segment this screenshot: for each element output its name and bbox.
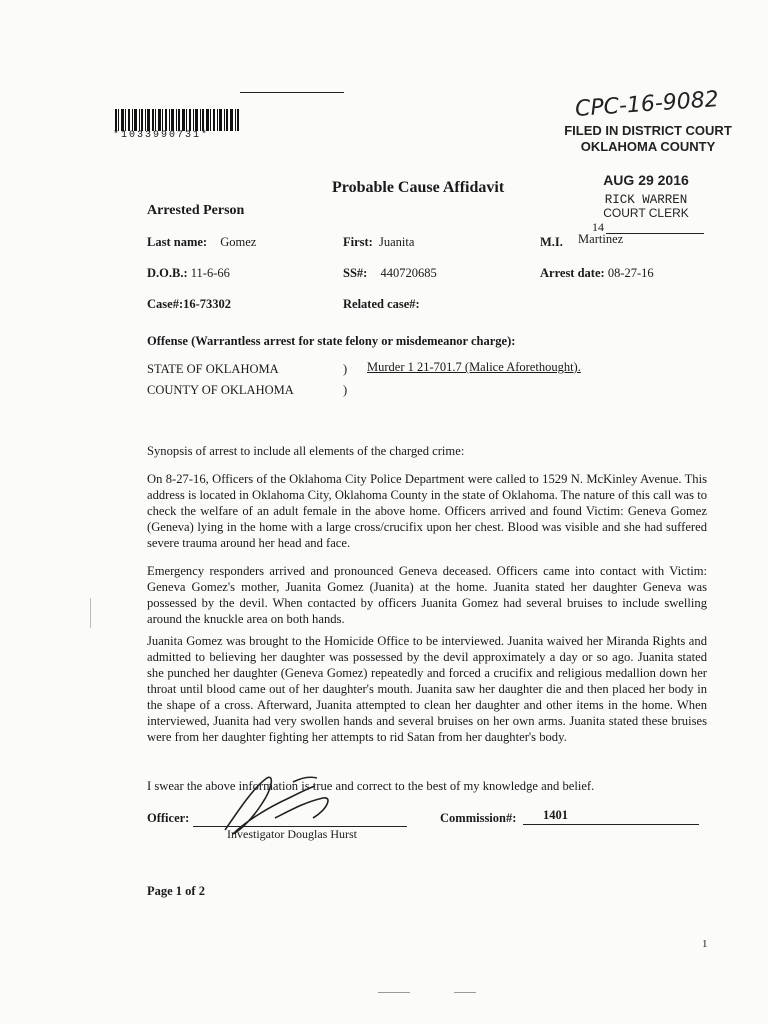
oath-statement: I swear the above information is true and correct to the best of my knowledge and belief. — [147, 779, 595, 793]
middle-initial-label: M.I. — [540, 235, 563, 249]
last-name-value: Gomez — [220, 235, 257, 249]
first-name-label: First: — [343, 235, 373, 249]
clerk-name: RICK WARREN — [604, 193, 688, 207]
clerk-number: 14 — [592, 220, 604, 234]
last-name-field — [147, 235, 256, 250]
synopsis-intro: Synopsis of arrest to include all elements of the charged crime: — [147, 444, 465, 458]
handwritten-case-number: CPC-16-9082 — [574, 87, 720, 122]
synopsis-paragraph-2: Emergency responders arrived and pronounced Geneva deceased. Officers came into contact with Victim: Geneva Gomez's mother, Juanita Gomez (Juanita) at the home. Juanita stated her daughter Geneva was possessed by the devil. When contacted by officers Juanita Gomez had several bruises to include swelling around the knuckle area on both hands. — [147, 564, 707, 626]
section-heading: Arrested Person — [147, 203, 245, 218]
commission-label: Commission#: — [440, 811, 517, 825]
page-title: Probable Cause Affidavit — [332, 179, 505, 196]
dob-value: 11-6-66 — [190, 266, 230, 280]
offense-heading: Offense (Warrantless arrest for state felony or misdemeanor charge): — [147, 334, 516, 348]
clerk-title: COURT CLERK — [603, 206, 689, 220]
caption-paren-1: ) — [343, 362, 348, 376]
arrest-date-value: 08-27-16 — [607, 266, 654, 280]
county-caption: COUNTY OF OKLAHOMA — [147, 383, 294, 397]
top-rule — [240, 92, 344, 93]
arrest-date-field — [540, 266, 654, 281]
offense-charge: Murder 1 21-701.7 (Malice Aforethought). — [367, 360, 581, 374]
commission-line — [523, 824, 699, 825]
ssn-value: 440720685 — [380, 266, 437, 280]
ssn-label: SS#: — [343, 266, 368, 280]
middle-initial-value: Martinez — [578, 232, 624, 246]
arrest-date-label: Arrest date: — [540, 266, 605, 280]
case-field — [147, 297, 231, 312]
case-value: 16-73302 — [183, 297, 232, 311]
state-caption: STATE OF OKLAHOMA — [147, 362, 279, 376]
officer-label: Officer: — [147, 811, 190, 825]
page-indicator: Page 1 of 2 — [147, 884, 205, 898]
scan-mark-3 — [90, 598, 91, 628]
officer-name: Investigator Douglas Hurst — [227, 827, 357, 841]
first-name-field — [343, 235, 414, 250]
filed-stamp-line1: FILED IN DISTRICT COURT — [564, 123, 732, 138]
synopsis-paragraph-3: Juanita Gomez was brought to the Homicide Office to be interviewed. Juanita waived her Miranda Rights and admitted to believing her daughter was possessed by the devil approximately a day or so ago. Juanita stated she punched her daughter (Geneva Gomez) repeatedly and forced a crucifix and religious medallion down her throat until blood came out of her daughter's mouth. Juanita saw her daughter die and then placed her body in the shape of a cross. Afterward, Juanita attempted to clean her daughter and other items in the home. When interviewed, Juanita had very swollen hands and several bruises on her own arms. Juanita stated these bruises were from her daughter fighting her attempts to rid Satan from her daughter's body. — [147, 634, 707, 744]
scan-mark-1 — [378, 992, 410, 993]
filed-stamp-date: AUG 29 2016 — [603, 172, 689, 188]
filed-stamp-line2: OKLAHOMA COUNTY — [580, 139, 716, 154]
synopsis-paragraph-1: On 8-27-16, Officers of the Oklahoma City Police Department were called to 1529 N. McKinley Avenue. This address is located in Oklahoma City, Oklahoma County in the state of Oklahoma. The nature of this call was to check the welfare of an adult female in the above home. Officers arrived and found Victim: Geneva Gomez (Geneva) lying in the home with a large cross/crucifix upon her chest. Blood was visible and she had suffered severe trauma around her head and face. — [147, 472, 707, 550]
last-name-label: Last name: — [147, 235, 208, 249]
middle-initial-field — [540, 232, 624, 250]
first-name-value: Juanita — [378, 235, 415, 249]
barcode-number: *1033990731* — [113, 130, 210, 141]
dob-label: D.O.B.: — [147, 266, 188, 280]
caption-paren-2: ) — [343, 383, 348, 397]
page-number: 1 — [702, 938, 708, 950]
ssn-field — [343, 266, 437, 281]
dob-field — [147, 266, 230, 281]
related-case-field — [343, 297, 420, 312]
commission-value: 1401 — [543, 808, 568, 822]
case-label: Case#: — [147, 297, 184, 311]
related-case-label: Related case#: — [343, 297, 420, 311]
scan-mark-2 — [454, 992, 476, 993]
